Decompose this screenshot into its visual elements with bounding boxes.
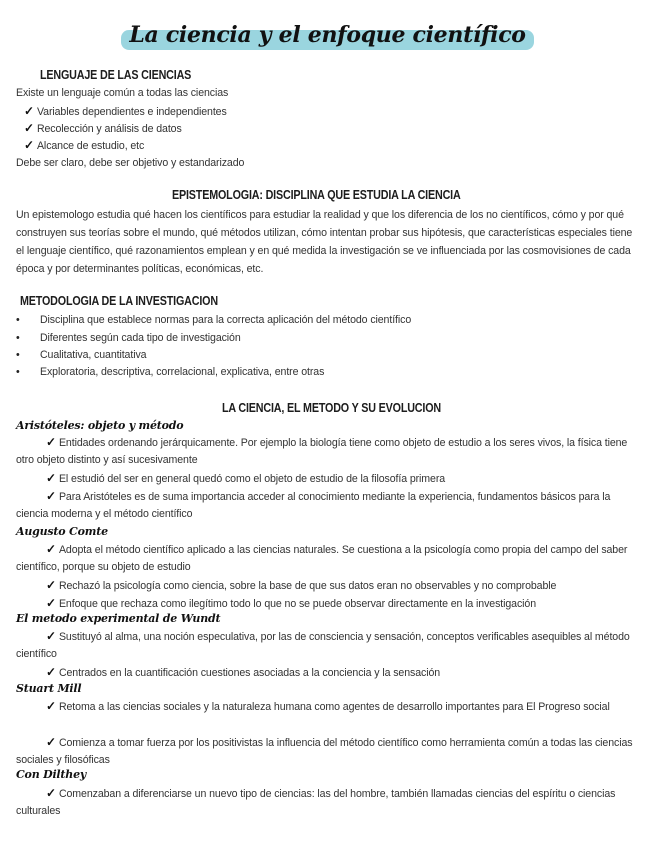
heading-evolucion: LA CIENCIA, EL METODO Y SU EVOLUCION (222, 401, 442, 415)
comte-item: ✓ Rechazó la psicología como ciencia, sobre la base de que sus datos eran no observables y no comprobable (46, 578, 557, 592)
mill-item: ✓ Retoma a las ciencias sociales y la naturaleza humana como agentes de desarrollo importantes para El Progreso social (46, 699, 610, 713)
subheading-dilthey: Con Dilthey (16, 768, 87, 781)
metodologia-item: • Diferentes según cada tipo de investigación (16, 332, 241, 344)
check-icon: ✓ (46, 665, 56, 679)
lenguaje-item: ✓ Variables dependientes e independientes (24, 104, 227, 118)
check-icon: ✓ (24, 104, 34, 118)
subheading-aristoteles: Aristóteles: objeto y método (16, 419, 184, 432)
epistemologia-text: Un epistemologo estudia qué hacen los científicos para estudiar la realidad y que los diferencia de los no científicos, cómo y por qué construyen sus teorías sobre el mundo, qué métodos utilizan, cómo intentan probar sus hipótesis, que características especiales tiene el lenguaje científico, qué razonamientos emplean y en qué medida la investigación se ve influenciada por las cosmovisiones de cada época y por determinantes políticas, económicas, etc. (16, 209, 633, 275)
comte-item: ✓ Adopta el método científico aplicado a las ciencias naturales. Se cuestiona a la psicología como propia del campo del saber científico, porque su objeto de estudio (16, 542, 628, 573)
subheading-comte: Augusto Comte (16, 525, 108, 538)
bullet-icon: • (16, 366, 20, 378)
dilthey-item: ✓ Comenzaban a diferenciarse un nuevo tipo de ciencias: las del hombre, también llamadas ciencias del espíritu o ciencias culturales (16, 786, 616, 817)
check-icon: ✓ (46, 735, 56, 749)
check-icon: ✓ (46, 578, 56, 592)
check-icon: ✓ (46, 596, 56, 610)
wundt-item: ✓ Centrados en la cuantificación cuestiones asociadas a la conciencia y la sensación (46, 665, 441, 679)
check-icon: ✓ (46, 629, 56, 643)
metodologia-item: • Cualitativa, cuantitativa (16, 349, 147, 361)
lenguaje-outro: Debe ser claro, debe ser objetivo y estandarizado (16, 157, 245, 169)
check-icon: ✓ (46, 435, 56, 449)
aristoteles-item: ✓ El estudió del ser en general quedó como el objeto de estudio de la filosofía primera (46, 471, 446, 485)
page-title: La ciencia y el enfoque científico (119, 20, 535, 50)
lenguaje-item: ✓ Alcance de estudio, etc (24, 138, 145, 152)
check-icon: ✓ (46, 786, 56, 800)
check-icon: ✓ (46, 489, 56, 503)
heading-metodologia: METODOLOGIA DE LA INVESTIGACION (20, 294, 218, 308)
heading-epistemologia: EPISTEMOLOGIA: DISCIPLINA QUE ESTUDIA LA CIENCIA (172, 188, 461, 202)
comte-item: ✓ Enfoque que rechaza como ilegítimo todo lo que no se puede observar directamente en la investigación (46, 596, 537, 610)
bullet-icon: • (16, 349, 20, 361)
check-icon: ✓ (46, 471, 56, 485)
aristoteles-item: ✓ Para Aristóteles es de suma importancia acceder al conocimiento mediante la experiencia, fundamentos básicos para la ciencia moderna y el método científico (16, 489, 611, 520)
lenguaje-intro: Existe un lenguaje común a todas las ciencias (16, 87, 229, 99)
bullet-icon: • (16, 314, 20, 326)
metodologia-item: • Disciplina que establece normas para la correcta aplicación del método científico (16, 314, 412, 326)
lenguaje-item: ✓ Recolección y análisis de datos (24, 121, 182, 135)
subheading-wundt: El metodo experimental de Wundt (16, 612, 221, 625)
check-icon: ✓ (24, 121, 34, 135)
metodologia-item: • Exploratoria, descriptiva, correlacional, explicativa, entre otras (16, 366, 325, 378)
bullet-icon: • (16, 332, 20, 344)
check-icon: ✓ (46, 542, 56, 556)
aristoteles-item: ✓ Entidades ordenando jerárquicamente. Por ejemplo la biología tiene como objeto de estudio a los seres vivos, la física tiene otro objeto distinto y así sucesivamente (16, 435, 628, 466)
check-icon: ✓ (46, 699, 56, 713)
check-icon: ✓ (24, 138, 34, 152)
title-area (0, 20, 655, 50)
wundt-item: ✓ Sustituyó al alma, una noción especulativa, por las de consciencia y sensación, conceptos verificables asequibles al método científico (16, 629, 630, 660)
subheading-mill: Stuart Mill (16, 682, 82, 695)
mill-item: ✓ Comienza a tomar fuerza por los positivistas la influencia del método científico como herramienta común a todas las ciencias sociales y filosóficas (16, 735, 633, 766)
heading-lenguaje: LENGUAJE DE LAS CIENCIAS (40, 68, 192, 82)
